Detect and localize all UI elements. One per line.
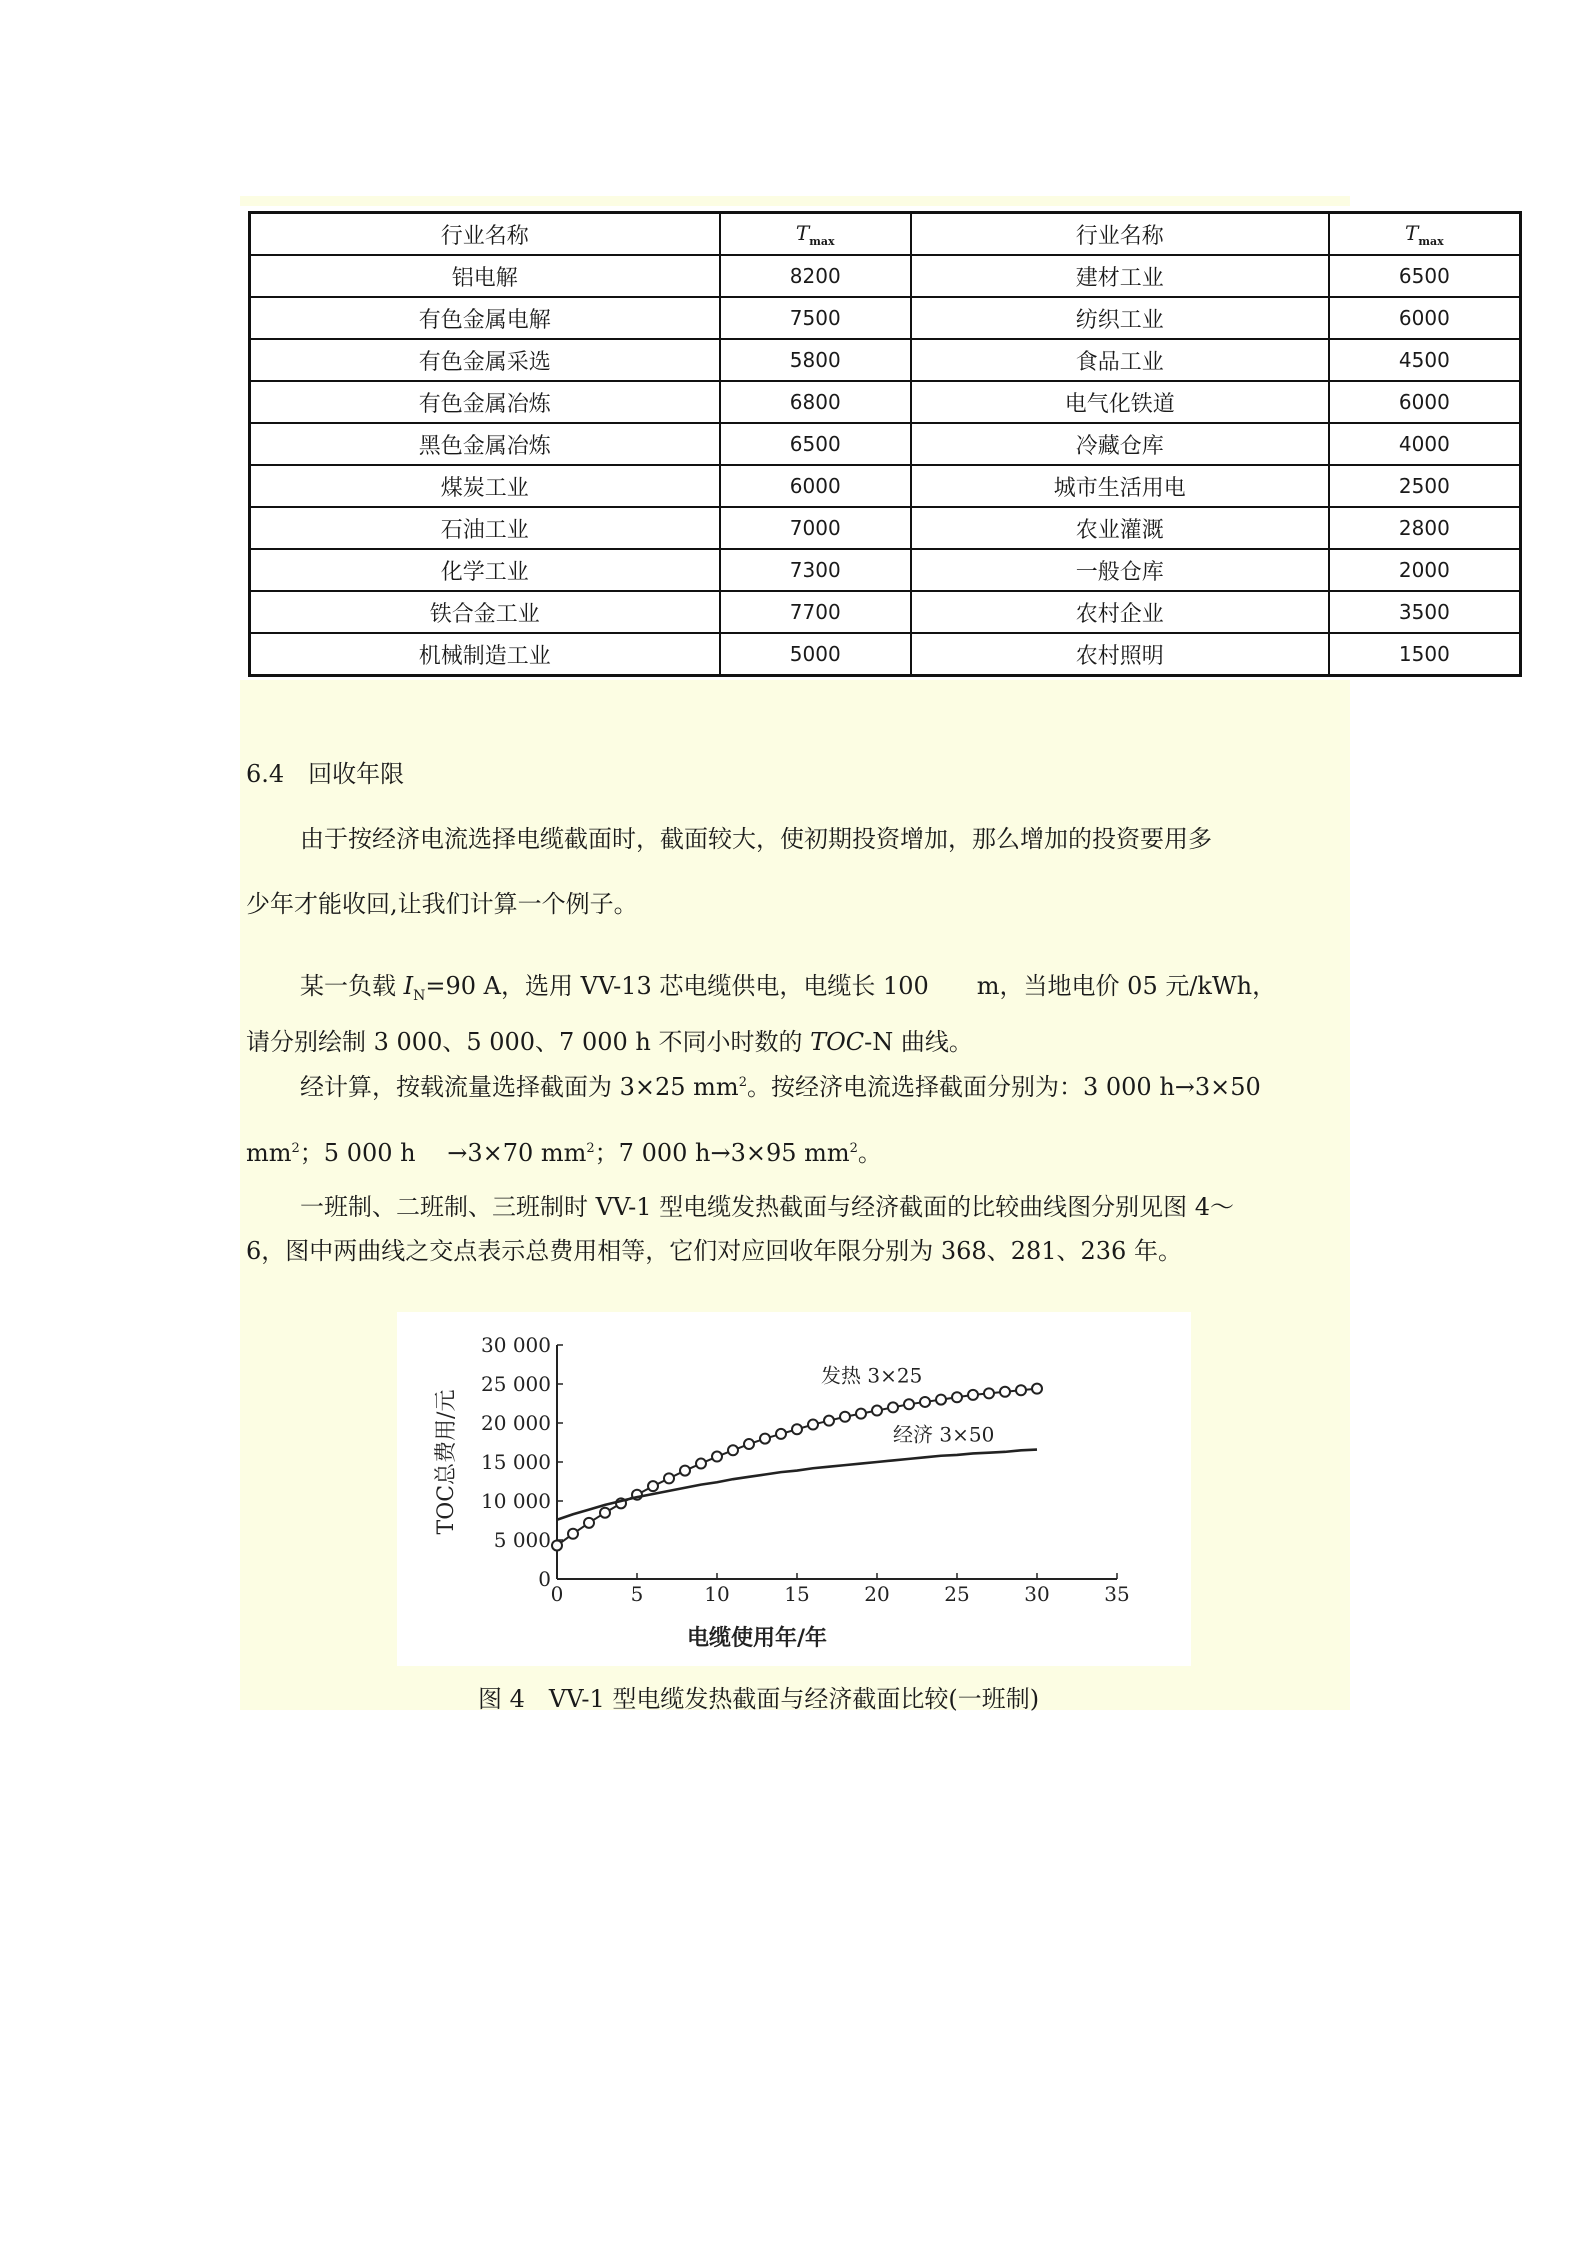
industry-name-cell: 铝电解	[250, 255, 720, 297]
series-1-point	[984, 1388, 994, 1398]
x-tick-label: 5	[630, 1582, 644, 1606]
series-1-point	[760, 1434, 770, 1444]
tmax-value-cell: 7000	[720, 507, 911, 549]
series-1-point	[728, 1445, 738, 1455]
industry-name-cell-2: 建材工业	[911, 255, 1329, 297]
y-axis-title: TOC总费用/元	[434, 1389, 459, 1535]
industry-name-cell: 化学工业	[250, 549, 720, 591]
toc-chart	[397, 1312, 1191, 1666]
series-1-point	[552, 1540, 562, 1550]
tmax-value-cell: 7300	[720, 549, 911, 591]
series-1-point	[696, 1459, 706, 1469]
tmax-value-cell-2: 2000	[1329, 549, 1521, 591]
industry-name-cell: 有色金属冶炼	[250, 381, 720, 423]
industry-name-cell-2: 电气化铁道	[911, 381, 1329, 423]
header-tmax: $T_{max}$	[720, 213, 911, 256]
series-1-point	[968, 1390, 978, 1400]
industry-name-cell: 有色金属采选	[250, 339, 720, 381]
industry-name-cell: 机械制造工业	[250, 633, 720, 676]
x-tick-label: 20	[864, 1582, 890, 1606]
tmax-value-cell-2: 3500	[1329, 591, 1521, 633]
series-1-point	[568, 1529, 578, 1539]
x-tick-label: 30	[1024, 1582, 1050, 1606]
industry-name-cell-2: 食品工业	[911, 339, 1329, 381]
series-1-point	[1032, 1384, 1042, 1394]
series-1-point	[680, 1466, 690, 1476]
y-tick-label: 30 000	[481, 1333, 551, 1357]
series-1-point	[872, 1406, 882, 1416]
series-label-economic: 经济 3×50	[893, 1422, 995, 1447]
industry-name-cell-2: 城市生活用电	[911, 465, 1329, 507]
tmax-value-cell-2: 1500	[1329, 633, 1521, 676]
table-header-row	[250, 213, 1521, 256]
table-row	[250, 339, 1521, 381]
industry-name-cell: 铁合金工业	[250, 591, 720, 633]
series-1-point	[936, 1395, 946, 1405]
table-row	[250, 633, 1521, 676]
series-1-point	[840, 1412, 850, 1422]
series-1-point	[648, 1481, 658, 1491]
table-row	[250, 465, 1521, 507]
x-tick-label: 25	[944, 1582, 970, 1606]
tmax-value-cell-2: 2500	[1329, 465, 1521, 507]
tmax-value-cell: 5800	[720, 339, 911, 381]
tmax-table	[248, 211, 1522, 677]
industry-name-cell: 黑色金属冶炼	[250, 423, 720, 465]
y-tick-label: 10 000	[481, 1489, 551, 1513]
paragraph-1-line-2: 少年才能收回,让我们计算一个例子。	[246, 890, 638, 918]
industry-name-cell-2: 农村企业	[911, 591, 1329, 633]
tmax-value-cell: 6500	[720, 423, 911, 465]
series-1-point	[920, 1397, 930, 1407]
y-tick-label: 20 000	[481, 1411, 551, 1435]
tmax-value-cell: 8200	[720, 255, 911, 297]
series-1-point	[856, 1409, 866, 1419]
industry-name-cell: 煤炭工业	[250, 465, 720, 507]
header-tmax-2: $T_{max}$	[1329, 213, 1521, 256]
table-row	[250, 255, 1521, 297]
table-row	[250, 423, 1521, 465]
paragraph-1-line-1: 由于按经济电流选择电缆截面时，截面较大，使初期投资增加，那么增加的投资要用多	[300, 825, 1212, 853]
section-heading: 6.4 回收年限	[246, 760, 405, 788]
series-1-point	[600, 1508, 610, 1518]
series-1-point	[744, 1439, 754, 1449]
industry-name-cell-2: 农村照明	[911, 633, 1329, 676]
y-tick-label: 15 000	[481, 1450, 551, 1474]
series-1-point	[792, 1424, 802, 1434]
paragraph-2-line-1: 某一负载 $I_N=90$ A，选用 VV-13 芯电缆供电，电缆长 100 m，当地电价 05 元/kWh，	[300, 972, 1277, 1004]
tmax-value-cell-2: 4500	[1329, 339, 1521, 381]
header-industry-name-2: 行业名称	[911, 213, 1329, 256]
tmax-value-cell: 7700	[720, 591, 911, 633]
industry-name-cell-2: 农业灌溉	[911, 507, 1329, 549]
y-tick-label: 25 000	[481, 1372, 551, 1396]
industry-name-cell-2: 冷藏仓库	[911, 423, 1329, 465]
y-tick-label: 0	[538, 1567, 551, 1591]
tmax-value-cell: 6000	[720, 465, 911, 507]
series-1-point	[776, 1429, 786, 1439]
series-1-point	[584, 1518, 594, 1528]
figure-caption: 图 4 VV-1 型电缆发热截面与经济截面比较(一班制)	[478, 1685, 1040, 1713]
table-row	[250, 507, 1521, 549]
series-1-point	[712, 1452, 722, 1462]
x-tick-label: 10	[704, 1582, 730, 1606]
industry-name-cell-2: 纺织工业	[911, 297, 1329, 339]
tmax-value-cell-2: 6500	[1329, 255, 1521, 297]
tmax-value-cell-2: 6000	[1329, 297, 1521, 339]
series-1-point	[808, 1420, 818, 1430]
series-1-point	[1016, 1385, 1026, 1395]
table-row	[250, 591, 1521, 633]
table-row	[250, 549, 1521, 591]
paragraph-3-line-2: $mm^2$；5 000 h →3×70 $mm^2$；7 000 h→3×95 $mm^2$。	[246, 1139, 882, 1167]
x-tick-label: 0	[550, 1582, 564, 1606]
tmax-value-cell: 6800	[720, 381, 911, 423]
series-line-2	[557, 1450, 1037, 1520]
x-tick-label: 15	[784, 1582, 810, 1606]
industry-name-cell: 有色金属电解	[250, 297, 720, 339]
x-axis-title: 电缆使用年/年	[686, 1625, 828, 1651]
paragraph-4-line-2: 6，图中两曲线之交点表示总费用相等，它们对应回收年限分别为 368、281、236 年。	[246, 1237, 1182, 1265]
tmax-value-cell: 7500	[720, 297, 911, 339]
tmax-value-cell-2: 2800	[1329, 507, 1521, 549]
series-1-point	[824, 1416, 834, 1426]
series-1-point	[904, 1399, 914, 1409]
series-line-1	[557, 1389, 1037, 1546]
series-1-point	[1000, 1387, 1010, 1397]
x-tick-label: 35	[1104, 1582, 1130, 1606]
y-tick-label: 5 000	[493, 1528, 551, 1552]
series-1-point	[952, 1392, 962, 1402]
table-row	[250, 297, 1521, 339]
tmax-value-cell-2: 6000	[1329, 381, 1521, 423]
series-label-heating: 发热 3×25	[821, 1363, 923, 1388]
tmax-value-cell-2: 4000	[1329, 423, 1521, 465]
highlight-background-top	[240, 196, 1350, 206]
paragraph-2-line-2: 请分别绘制 3 000、5 000、7 000 h 不同小时数的 TOC-N 曲线。	[246, 1028, 973, 1056]
series-1-point	[888, 1402, 898, 1412]
industry-name-cell: 石油工业	[250, 507, 720, 549]
figure-4	[397, 1312, 1191, 1666]
series-1-point	[664, 1473, 674, 1483]
header-industry-name: 行业名称	[250, 213, 720, 256]
paragraph-3-line-1: 经计算，按载流量选择截面为 3×25 $mm^2$。按经济电流选择截面分别为：3 000 h→3×50	[300, 1073, 1261, 1101]
paragraph-4-line-1: 一班制、二班制、三班制时 VV-1 型电缆发热截面与经济截面的比较曲线图分别见图 4～	[300, 1193, 1234, 1221]
tmax-value-cell: 5000	[720, 633, 911, 676]
table-row	[250, 381, 1521, 423]
industry-name-cell-2: 一般仓库	[911, 549, 1329, 591]
